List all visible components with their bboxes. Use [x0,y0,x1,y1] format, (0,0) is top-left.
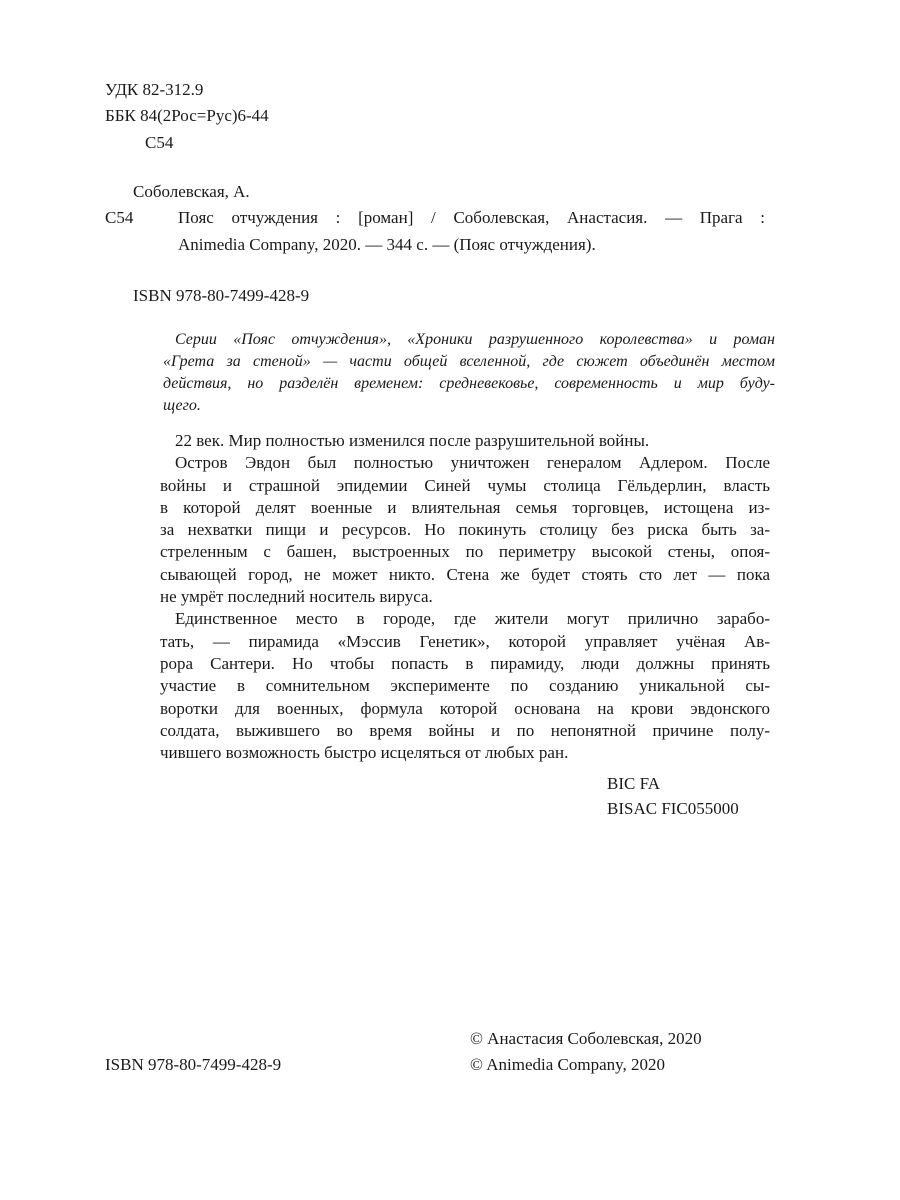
annotation [160,430,770,764]
record-line: Пояс отчуждения : [роман] / Соболевская, Анастасия. — Прага : [178,208,765,227]
copyright-publisher: © Animedia Company, 2020 [470,1055,666,1074]
annotation-line: Единственное место в городе, где жители могут прилично зарабо- [175,609,770,629]
annotation-line: в которой делят военные и влиятельная семья торговцев, истощена из- [160,497,770,517]
annotation-line: стреленным с башен, выстроенных по периметру высокой стены, опоя- [160,542,770,562]
annotation-line: участие в сомнительном эксперименте по созданию уникальной сы- [160,676,770,696]
annotation-line: войны и страшной эпидемии Синей чумы столица Гёльдерлин, власть [160,475,770,495]
series-note-line: щего. [163,397,201,414]
annotation-line: чившего возможность быстро исцеляться от любых ран. [160,743,569,763]
isbn: ISBN 978-80-7499-428-9 [133,286,310,305]
udk-code: УДК 82-312.9 [105,80,204,99]
copyright-author: © Анастасия Соболевская, 2020 [470,1029,702,1048]
annotation-line: Остров Эвдон был полностью уничтожен генералом Адлером. После [175,453,770,473]
series-note-line: Серии «Пояс отчуждения», «Хроники разрушенного королевства» и роман [175,331,775,348]
author-heading: Соболевская, А. [133,182,250,201]
bbk-code: ББК 84(2Рос=Рус)6-44 [105,106,269,125]
annotation-line: сывающей город, не может никто. Стена же будет стоять сто лет — пока [160,564,770,584]
annotation-line: солдата, выжившего во время войны и по непонятной причине полу- [160,720,770,740]
annotation-line: воротки для военных, формула которой основана на крови эвдонского [160,698,770,718]
annotation-line: рора Сантери. Но чтобы попасть в пирамиду, люди должны принять [160,653,770,673]
series-note-line: «Грета за стеной» — части общей вселенной, где сюжет объединён местом [163,353,775,370]
bisac-code: BISAC FIC055000 [607,799,739,818]
bic-code: BIC FA [607,774,661,793]
bibliographic-record [178,207,765,256]
annotation-line: не умрёт последний носитель вируса. [160,587,433,607]
record-mark: С54 [105,208,134,227]
annotation-line: тать, — пирамида «Мэссив Генетик», которой управляет учёная Ав- [160,631,770,651]
footer-isbn: ISBN 978-80-7499-428-9 [105,1055,282,1074]
series-note-line: действия, но разделён временем: средневековье, современность и мир буду- [163,375,775,392]
annotation-line: 22 век. Мир полностью изменился после разрушительной войны. [175,431,650,450]
author-mark: С54 [145,133,174,152]
annotation-line: за нехватки пищи и ресурсов. Но покинуть столицу без риска быть за- [160,520,770,540]
series-note [163,329,775,417]
record-line: Animedia Company, 2020. — 344 с. — (Пояс отчуждения). [178,235,596,254]
